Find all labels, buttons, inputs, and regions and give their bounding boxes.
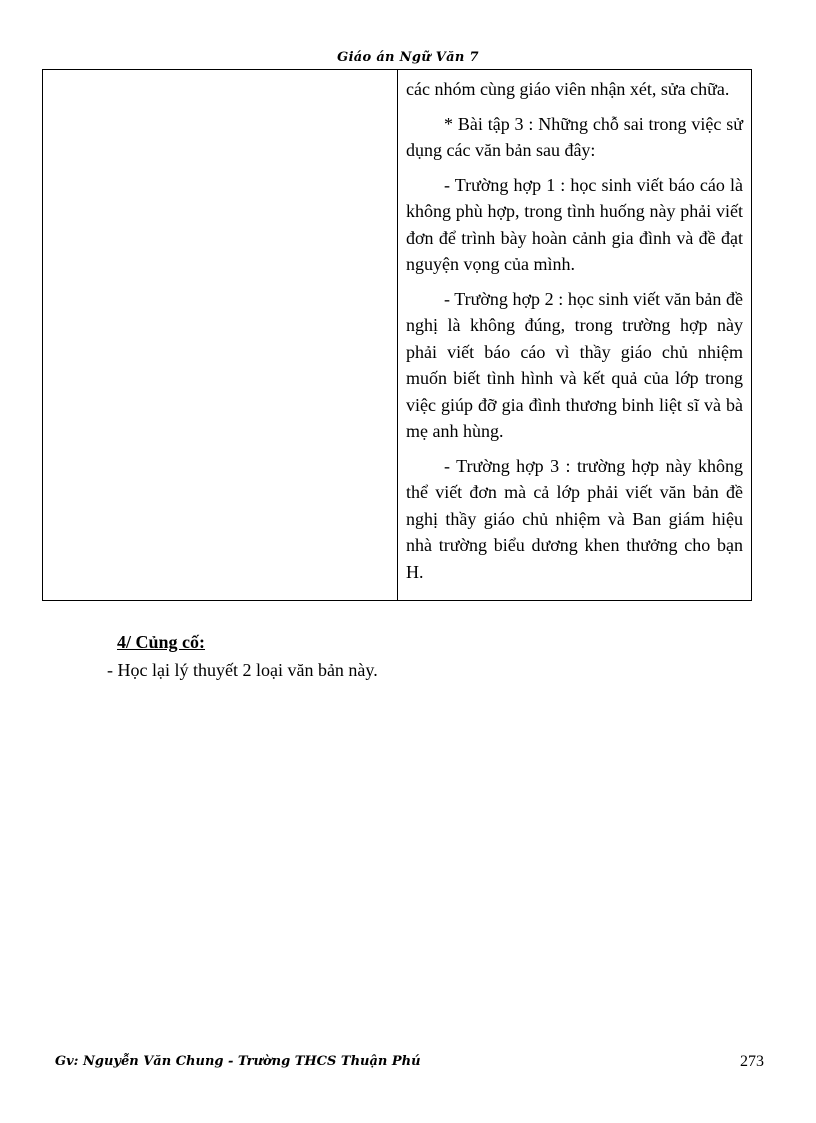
section-text: - Học lại lý thuyết 2 loại văn bản này. bbox=[107, 660, 378, 680]
table-paragraph: các nhóm cùng giáo viên nhận xét, sửa chữa. bbox=[406, 79, 730, 99]
lesson-table bbox=[42, 69, 752, 601]
table-left-column bbox=[43, 70, 398, 600]
section-heading: 4/ Củng cố: bbox=[117, 632, 206, 652]
page-number: 273 bbox=[740, 1053, 764, 1070]
footer-author: Gv: Nguyễn Văn Chung - Trường THCS Thuận Phú bbox=[55, 1054, 421, 1069]
table-right-column bbox=[398, 70, 751, 600]
table-paragraph: - Trường hợp 3 : trường hợp này không thể viết đơn mà cả lớp phải viết văn bản đề nghị thầy giáo chủ nhiệm và Ban giám hiệu nhà trường biểu dương khen thưởng cho bạn H. bbox=[406, 455, 743, 582]
table-paragraph: - Trường hợp 2 : học sinh viết văn bản đề nghị là không đúng, trong trường hợp này phải viết báo cáo vì thầy giáo chủ nhiệm muốn biết tình hình và kết quả của lớp trong việc giúp đỡ gia đình thương binh liệt sĩ và bà mẹ anh hùng. bbox=[406, 288, 743, 441]
table-paragraph: * Bài tập 3 : Những chỗ sai trong việc sử dụng các văn bản sau đây: bbox=[406, 113, 743, 160]
page-header-title: Giáo án Ngữ Văn 7 bbox=[337, 50, 479, 65]
table-paragraph: - Trường hợp 1 : học sinh viết báo cáo là không phù hợp, trong tình huống này phải viết đơn để trình bày hoàn cảnh gia đình và đề đạt nguyện vọng của mình. bbox=[406, 174, 743, 274]
